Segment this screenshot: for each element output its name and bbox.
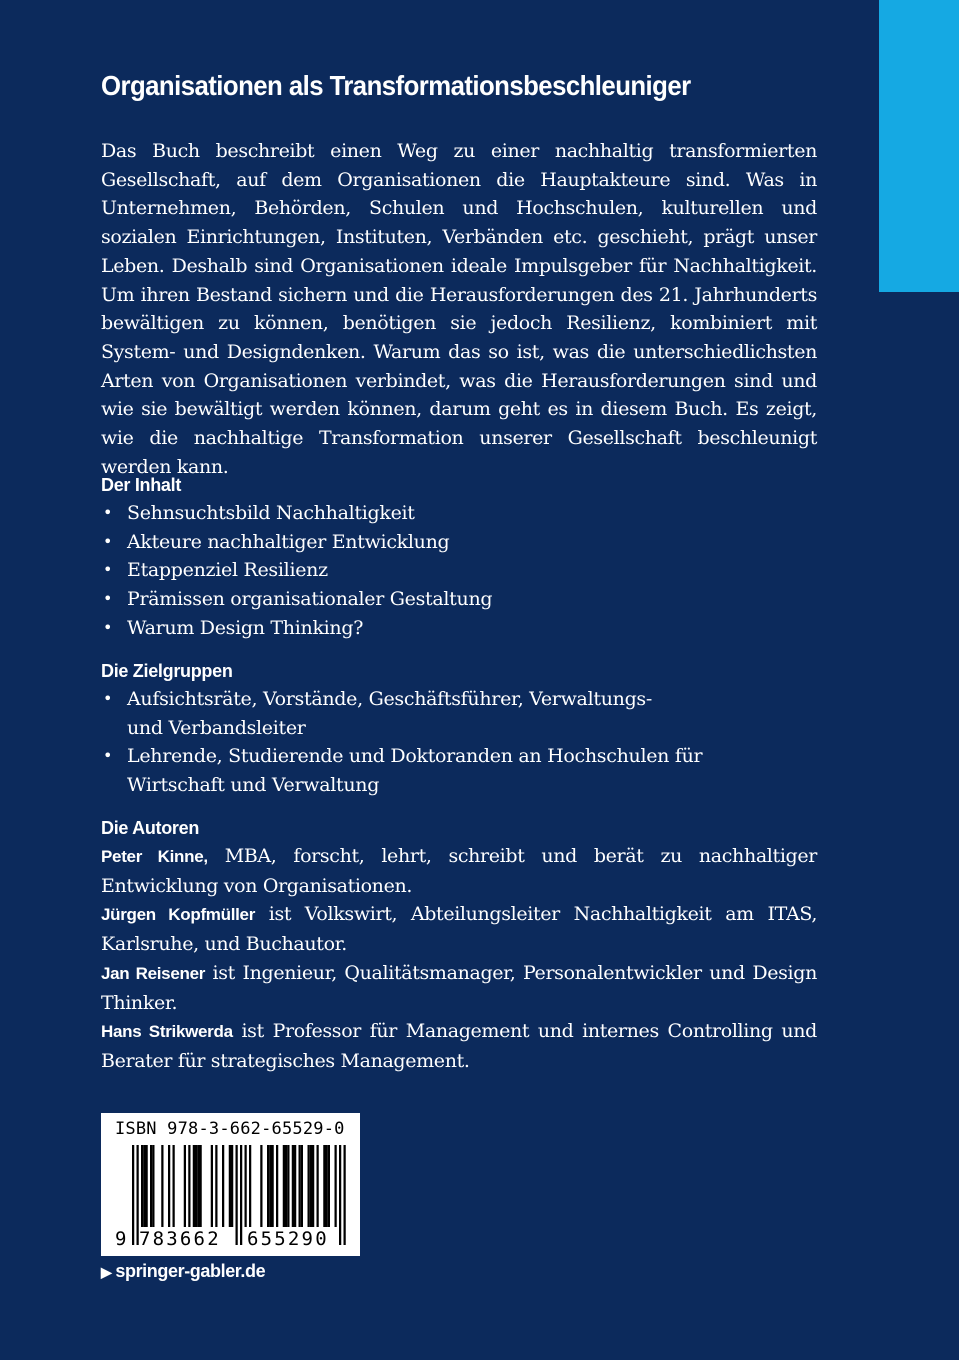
author-entry: Hans Strikwerda ist Professor für Management und internes Controlling und Berater für strategisches Management. bbox=[101, 1020, 817, 1072]
list-item: • Lehrende, Studierende und Doktoranden an Hochschulen für Wirtschaft und Verwaltung bbox=[101, 742, 801, 799]
barcode-bar bbox=[197, 1145, 199, 1227]
barcode-bar bbox=[245, 1145, 247, 1227]
barcode-guard-bar bbox=[339, 1145, 341, 1245]
author-name: Peter Kinne, bbox=[101, 847, 208, 866]
accent-bar bbox=[879, 0, 959, 292]
book-title: Organisationen als Transformationsbeschleuniger bbox=[101, 70, 691, 101]
list-item: • Prämissen organisationaler Gestaltung bbox=[101, 585, 817, 614]
section-heading-zielgruppen: Die Zielgruppen bbox=[101, 661, 233, 681]
barcode-bar bbox=[231, 1145, 233, 1227]
section-heading-inhalt: Der Inhalt bbox=[101, 475, 182, 495]
barcode-bar bbox=[310, 1145, 312, 1227]
barcode-guard-bar bbox=[236, 1145, 238, 1245]
barcode-bar bbox=[276, 1145, 278, 1227]
author-name: Jan Reisener bbox=[101, 963, 206, 983]
barcode-digits-right: 655290 bbox=[247, 1228, 329, 1250]
isbn-label: ISBN 978-3-662-65529-0 bbox=[115, 1119, 345, 1139]
barcode-bar bbox=[173, 1145, 175, 1227]
barcode-bar bbox=[317, 1145, 319, 1227]
list-item: • Akteure nachhaltiger Entwicklung bbox=[101, 528, 817, 557]
bullet-icon: • bbox=[103, 589, 113, 609]
barcode-bar bbox=[143, 1145, 145, 1227]
list-item: • Warum Design Thinking? bbox=[101, 614, 817, 643]
barcode-guard-bar bbox=[132, 1145, 134, 1245]
zielgruppen-list bbox=[101, 685, 801, 800]
barcode-guard-bar bbox=[240, 1145, 242, 1245]
bullet-icon: • bbox=[103, 689, 113, 708]
website-label: springer-gabler.de bbox=[115, 1261, 266, 1281]
arrow-right-icon: ▶ bbox=[101, 1264, 112, 1280]
barcode-bar bbox=[328, 1145, 330, 1227]
barcode-bar bbox=[292, 1145, 294, 1227]
barcode-bar bbox=[260, 1145, 262, 1227]
barcode-bar bbox=[269, 1145, 271, 1227]
author-name: Hans Strikwerda bbox=[101, 1022, 233, 1042]
barcode-bar bbox=[193, 1145, 195, 1227]
barcode-bar bbox=[211, 1145, 213, 1227]
barcode-bar bbox=[215, 1145, 217, 1227]
barcode-bar bbox=[161, 1145, 163, 1227]
barcode-bar bbox=[195, 1145, 197, 1227]
barcode-bar bbox=[184, 1145, 186, 1227]
bullet-icon: • bbox=[103, 531, 113, 551]
barcode-bar bbox=[152, 1145, 154, 1227]
barcode-bar bbox=[312, 1145, 314, 1227]
barcode-bar bbox=[326, 1145, 328, 1227]
list-item: • Sehnsuchtsbild Nachhaltigkeit bbox=[101, 499, 817, 528]
barcode-bar bbox=[287, 1145, 289, 1227]
author-entry: Peter Kinne, MBA, forscht, lehrt, schreibt und berät zu nachhaltiger Entwicklung von Organisationen. bbox=[101, 845, 817, 897]
barcode-bar bbox=[301, 1145, 303, 1227]
barcode-bar bbox=[272, 1145, 274, 1227]
barcode-bar bbox=[335, 1145, 337, 1227]
barcode-bar bbox=[229, 1145, 231, 1227]
barcode-bar bbox=[150, 1145, 152, 1227]
publisher-website[interactable] bbox=[101, 1261, 265, 1282]
barcode-bar bbox=[285, 1145, 287, 1227]
barcode-bar bbox=[267, 1145, 269, 1227]
barcode-bar bbox=[141, 1145, 143, 1227]
barcode-bar bbox=[308, 1145, 310, 1227]
barcode-bar bbox=[222, 1145, 224, 1227]
barcode-digits-left: 783662 bbox=[139, 1228, 221, 1250]
list-item: • Aufsichtsräte, Vorstände, Geschäftsführer, Verwaltungs- und Verbandsleiter bbox=[101, 685, 801, 742]
bullet-icon: • bbox=[103, 560, 113, 580]
barcode-bar bbox=[283, 1145, 285, 1227]
barcode-bar bbox=[168, 1145, 170, 1227]
inhalt-list bbox=[101, 499, 817, 643]
barcode-bar bbox=[323, 1145, 325, 1227]
barcode-bar bbox=[200, 1145, 202, 1227]
intro-paragraph: Das Buch beschreibt einen Weg zu einer nachhaltig transformierten Gesellschaft, auf dem Organisationen die Hauptakteure sind. Was in Unternehmen, Behörden, Schulen und Hochschulen, kulturellen und sozialen Einrichtungen, Instituten, Verbänden etc. geschieht, prägt unser Leben. Deshalb sind Organisationen ideale Impulsgeber für Nachhaltigkeit. Um ihren Bestand sichern und die Herausforderungen des 21. Jahrhunderts bewältigen zu können, benötigen sie jedoch Resilienz, kombiniert mit System- und Designdenken. Warum das so ist, was die unterschiedlichsten Arten von Organisationen verbindet, was die Herausforderungen sind und wie sie bewältigt werden können, darum geht es in diesem Buch. Es zeigt, wie die nachhaltige Transformation unserer Gesellschaft beschleunigt werden kann. bbox=[101, 140, 817, 478]
section-inhalt bbox=[101, 471, 817, 643]
barcode bbox=[101, 1113, 360, 1256]
author-name: Jürgen Kopfmüller bbox=[101, 905, 256, 925]
section-heading-autoren: Die Autoren bbox=[101, 818, 200, 838]
barcode-bar bbox=[299, 1145, 301, 1227]
list-item: • Etappenziel Resilienz bbox=[101, 556, 817, 585]
barcode-bar bbox=[146, 1145, 148, 1227]
barcode-bar bbox=[249, 1145, 251, 1227]
barcode-bar bbox=[294, 1145, 296, 1227]
author-entry: Jürgen Kopfmüller ist Volkswirt, Abteilungsleiter Nachhaltigkeit am ITAS, Karlsruhe, und Buchautor. bbox=[101, 903, 818, 956]
section-autoren bbox=[101, 814, 817, 1076]
bullet-icon: • bbox=[103, 617, 113, 637]
section-zielgruppen bbox=[101, 657, 801, 800]
barcode-bar bbox=[188, 1145, 190, 1227]
bullet-icon: • bbox=[103, 746, 113, 766]
bullet-icon: • bbox=[103, 503, 113, 522]
barcode-guard-bar bbox=[344, 1145, 346, 1245]
barcode-digit-first: 9 bbox=[115, 1228, 129, 1250]
author-entry: Jan Reisener ist Ingenieur, Qualitätsmanager, Personalentwickler und Design Thinker. bbox=[101, 961, 817, 1014]
